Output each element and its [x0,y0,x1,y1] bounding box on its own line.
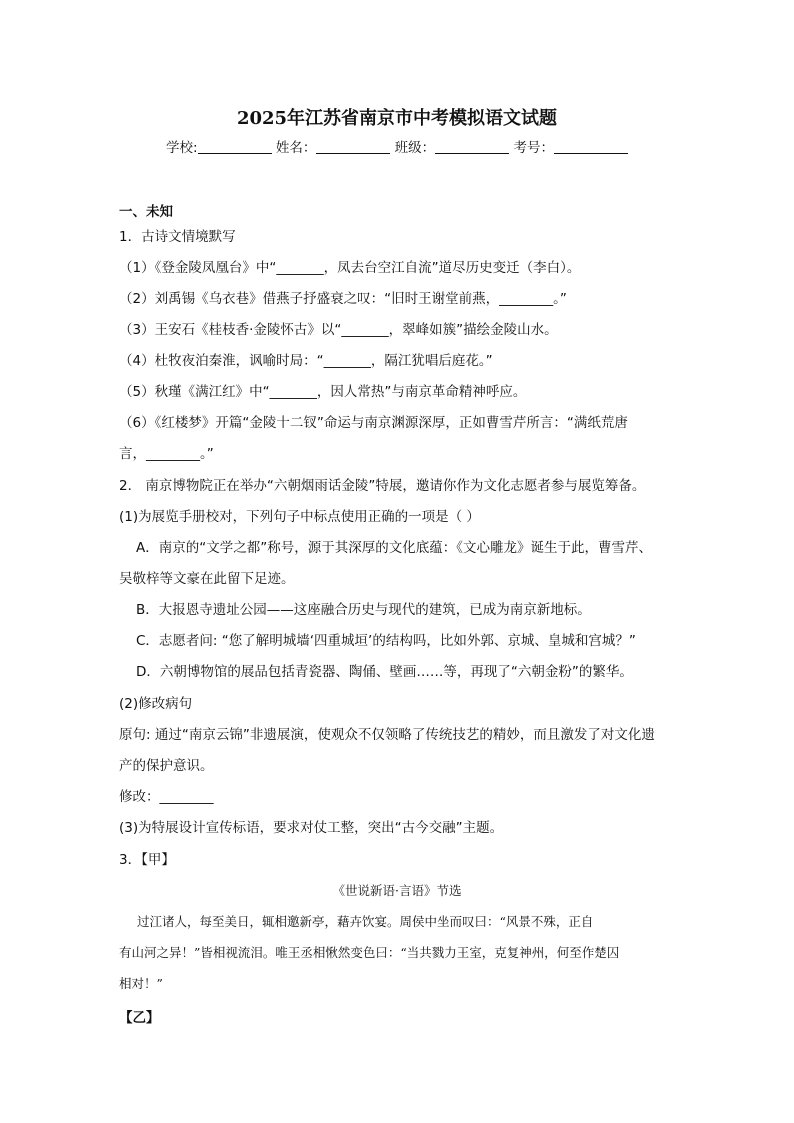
question-1-item-1: （1）《登金陵凤凰台》中“_______，凤去台空江自流”道尽历史变迁（李白）。 [119,260,581,276]
option-a[interactable]: A．南京的“文学之都”称号，源于其深厚的文化底蕴：《文心雕龙》诞生于此，曹雪芹、 [136,540,652,556]
school-blank[interactable] [198,139,272,154]
passage-line-1: 过江诸人，每至美日，辄相邀新亭，藉卉饮宴。周侯中坐而叹曰：“风景不殊，正自 [137,914,594,929]
question-1-item-3: （3）王安石《桂枝香·金陵怀古》以“_______，翠峰如簇”描绘金陵山水。 [119,322,558,338]
page-title: 2025年江苏省南京市中考模拟语文试题 [236,108,558,129]
option-b[interactable]: B．大报恩寺遗址公园——这座融合历史与现代的建筑，已成为南京新地标。 [136,602,591,618]
passage-line-2: 有山河之异！”皆相视流泪。唯王丞相愀然变色曰：“当共戮力王室，克复神州，何至作楚囚 [119,945,620,960]
student-info-line [0,138,794,158]
school-label: 学校: [166,140,198,156]
original-sentence-cont: 产的保护意识。 [119,758,214,774]
question-2-part-1: (1)为展览手册校对，下列句子中标点使用正确的一项是（ ） [119,509,480,525]
revise-line[interactable]: 修改：________ [119,789,214,805]
option-a-cont: 吴敬梓等文豪在此留下足迹。 [119,571,295,587]
option-c[interactable]: C．志愿者问: “您了解明城墙‘四重城垣’的结构吗，比如外郭、京城、皇城和宫城？” [136,633,636,649]
question-1-item-4: （4）杜牧夜泊秦淮，讽喻时局：“_______，隔江犹唱后庭花。” [119,353,493,369]
name-label: 姓名： [275,140,317,156]
question-2-title: 2． 南京博物院正在举办“六朝烟雨话金陵”特展，邀请你作为文化志愿者参与展览筹备。 [119,478,646,494]
question-1-item-5: （5）秋瑾《满江红》中“_______，因人常热”与南京革命精神呼应。 [119,384,527,400]
passage-b-label: 【乙】 [119,1010,160,1026]
number-label: 考号： [513,140,554,156]
section-heading: 一、未知 [119,204,173,220]
passage-line-3: 相对！” [119,976,163,991]
question-1-item-6-cont: 言，________。” [119,446,214,462]
question-1-title: 1．古诗文情境默写 [119,229,236,245]
original-sentence: 原句: 通过“南京云锦”非遗展演，使观众不仅领略了传统技艺的精妙，而且激发了对文化遗 [119,727,655,743]
question-1-item-6: （6）《红楼梦》开篇“金陵十二钗”命运与南京渊源深厚，正如曹雪芹所言：“满纸荒唐 [119,415,628,431]
number-blank[interactable] [554,139,628,154]
class-blank[interactable] [435,139,509,154]
option-d[interactable]: D．六朝博物馆的展品包括青瓷器、陶俑、壁画……等，再现了“六朝金粉”的繁华。 [136,664,633,680]
question-2-part-3: (3)为特展设计宣传标语，要求对仗工整，突出“古今交融”主题。 [119,820,504,836]
passage-title: 《世说新语·言语》节选 [332,883,462,898]
class-label: 班级： [394,140,436,156]
question-1-item-2: （2）刘禹锡《乌衣巷》借燕子抒盛衰之叹：“旧时王谢堂前燕，________。” [119,291,567,307]
question-3-label: 3．【甲】 [119,852,175,868]
question-2-part-2: (2)修改病句 [119,696,193,712]
name-blank[interactable] [316,139,390,154]
